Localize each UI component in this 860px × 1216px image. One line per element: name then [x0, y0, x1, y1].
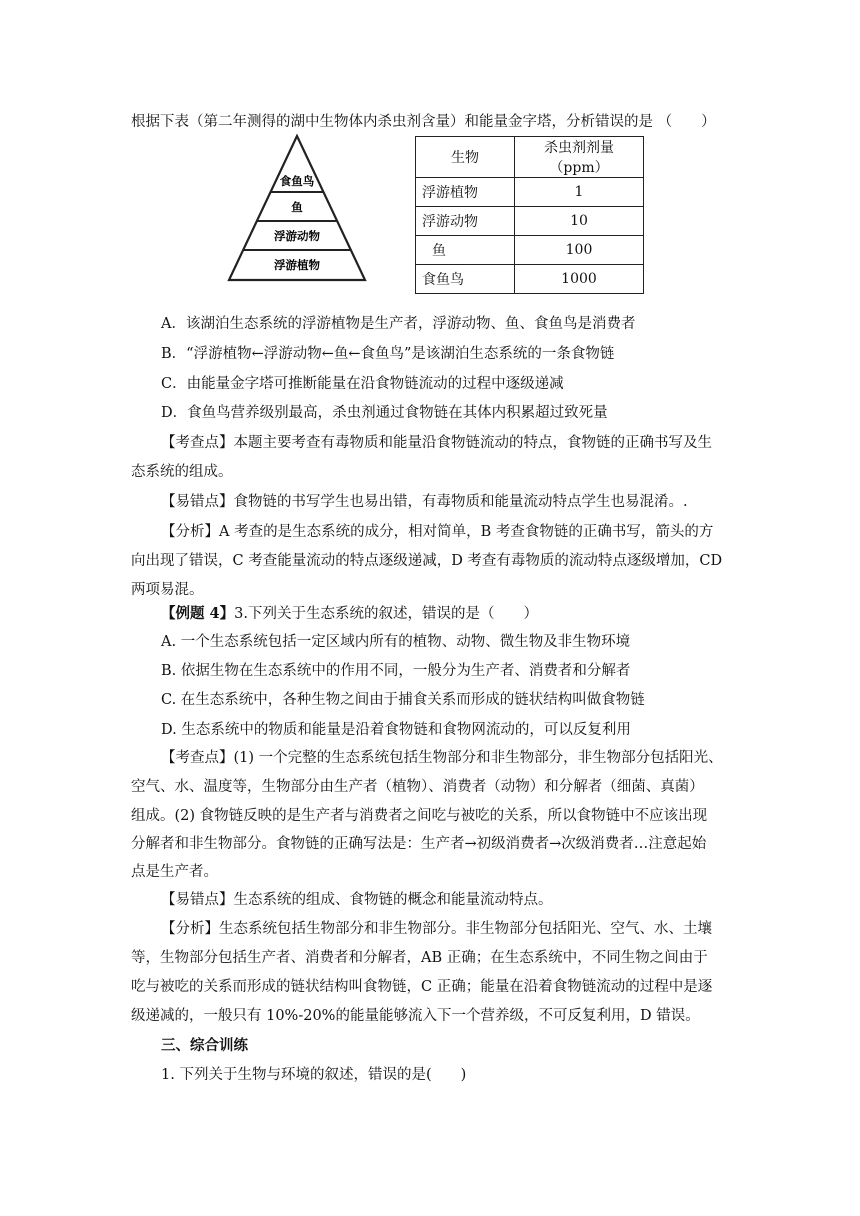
- table-row: [416, 236, 644, 265]
- pyramid-level-3: 浮游动物: [274, 229, 320, 243]
- exam-point: 【考查点】(1) 一个完整的生态系统包括生物部分和非生物部分，非生物部分包括阳光、: [161, 750, 723, 766]
- table-header-row: [416, 137, 644, 178]
- option-c: C．由能量金字塔可推断能量在沿食物链流动的过程中逐级递减: [161, 376, 564, 392]
- exam-point: 态系统的组成。: [131, 464, 233, 480]
- analysis: 等，生物部分包括生产者、消费者和分解者，AB 正确；在生态系统中，不同生物之间由于: [131, 950, 708, 966]
- option-a: A．该湖泊生态系统的浮游植物是生产者，浮游动物、鱼、食鱼鸟是消费者: [161, 316, 636, 332]
- example-4-label: 【例题 4】: [161, 605, 235, 622]
- table-cell: 1: [515, 178, 644, 207]
- pyramid-level-4: 浮游植物: [274, 258, 320, 272]
- exam-point: 组成。(2) 食物链反映的是生产者与消费者之间吃与被吃的关系，所以食物链中不应该出现: [131, 808, 708, 824]
- example-4-stem: 3.下列关于生态系统的叙述，错误的是（ ）: [234, 606, 538, 622]
- option-b: B．“浮游植物←浮游动物←鱼←食鱼鸟”是该湖泊生态系统的一条食物链: [161, 346, 615, 362]
- exam-point: 点是生产者。: [131, 864, 218, 880]
- pyramid-level-1: 食鱼鸟: [279, 174, 315, 188]
- table-cell: 10: [515, 207, 644, 236]
- table-cell: 浮游动物: [416, 207, 515, 236]
- exam-point: 【考查点】本题主要考查有毒物质和能量沿食物链流动的特点，食物链的正确书写及生: [161, 435, 712, 451]
- section-heading: 三、综合训练: [161, 1037, 248, 1054]
- analysis: 吃与被吃的关系而形成的链状结构叫食物链，C 正确；能量在沿着食物链流动的过程中是逐: [131, 979, 713, 995]
- table-cell: 食鱼鸟: [416, 265, 515, 294]
- pyramid-level-2: 鱼: [291, 200, 303, 214]
- error-prone-point: 【易错点】食物链的书写学生也易出错，有毒物质和能量流动特点学生也易混淆。.: [161, 494, 688, 510]
- table-row: [416, 265, 644, 294]
- table-header: 生物: [416, 137, 515, 178]
- table-cell: 鱼: [416, 236, 515, 265]
- practice-question-1: 1. 下列关于生物与环境的叙述，错误的是( ): [161, 1067, 467, 1083]
- exam-point: 空气、水、温度等，生物部分由生产者（植物）、消费者（动物）和分解者（细菌、真菌）: [131, 779, 704, 795]
- table-row: [416, 178, 644, 207]
- question-intro: 根据下表（第二年测得的湖中生物体内杀虫剂含量）和能量金字塔，分析错误的是 （ ）: [131, 114, 716, 130]
- table-header: 杀虫剂剂量（ppm）: [515, 137, 644, 178]
- option-b: B. 依据生物在生态系统中的作用不同，一般分为生产者、消费者和分解者: [161, 663, 631, 679]
- analysis: 【分析】A 考查的是生态系统的成分，相对简单，B 考查食物链的正确书写，箭头的方: [161, 524, 714, 540]
- option-c: C. 在生态系统中，各种生物之间由于捕食关系而形成的链状结构叫做食物链: [161, 692, 645, 708]
- table-cell: 100: [515, 236, 644, 265]
- analysis: 两项易混。: [131, 582, 204, 598]
- analysis: 【分析】生态系统包括生物部分和非生物部分。非生物部分包括阳光、空气、水、土壤: [161, 921, 712, 937]
- analysis: 向出现了错误，C 考查能量流动的特点逐级递减，D 考查有毒物质的流动特点逐级增加，CD: [131, 553, 723, 569]
- energy-pyramid: [226, 134, 368, 284]
- option-a: A. 一个生态系统包括一定区域内所有的植物、动物、微生物及非生物环境: [161, 634, 631, 650]
- table-cell: 浮游植物: [416, 178, 515, 207]
- error-prone-point: 【易错点】生态系统的组成、食物链的概念和能量流动特点。: [161, 892, 553, 908]
- analysis: 级递减的，一般只有 10%-20%的能量能够流入下一个营养级，不可反复利用，D 错误。: [131, 1008, 700, 1024]
- example-4-question: [161, 604, 538, 624]
- option-d: D. 生态系统中的物质和能量是沿着食物链和食物网流动的，可以反复利用: [161, 722, 631, 738]
- option-d: D．食鱼鸟营养级别最高，杀虫剂通过食物链在其体内积累超过致死量: [161, 405, 608, 421]
- exam-point: 分解者和非生物部分。食物链的正确写法是：生产者→初级消费者→次级消费者…注意起始: [131, 836, 707, 852]
- table-cell: 1000: [515, 265, 644, 294]
- pesticide-table: [415, 136, 644, 294]
- table-row: [416, 207, 644, 236]
